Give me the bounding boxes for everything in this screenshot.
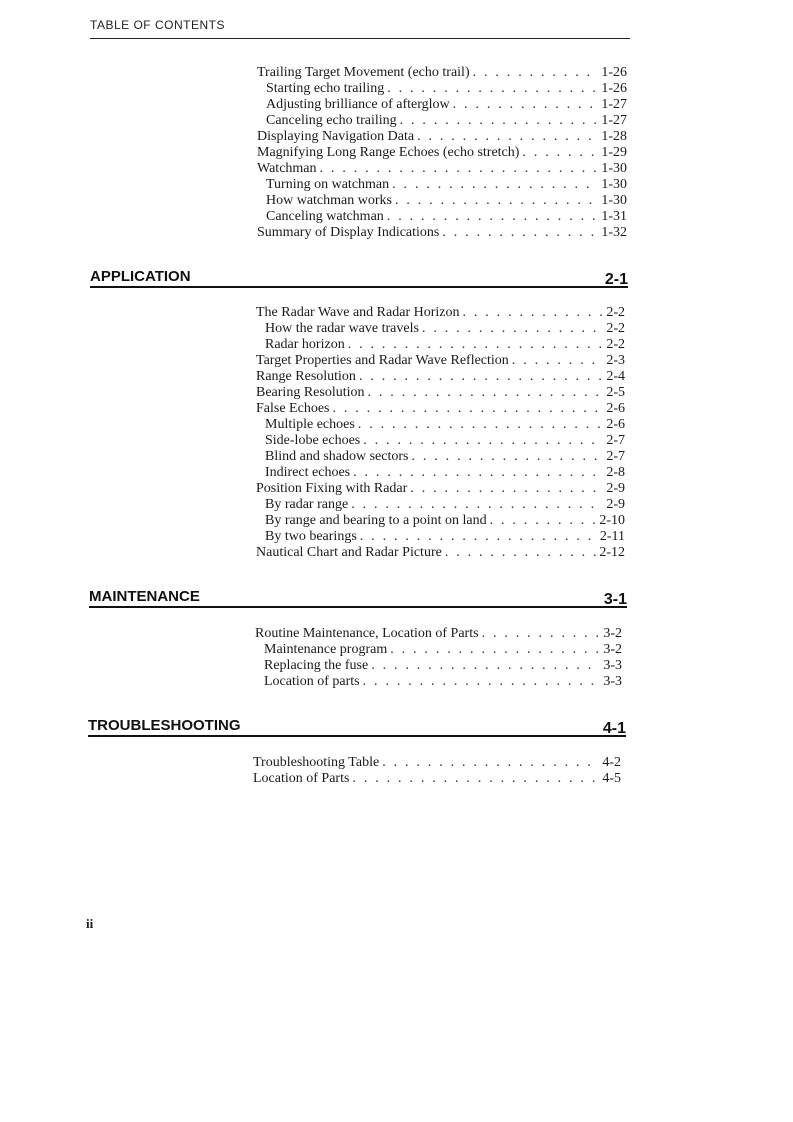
dot-leader xyxy=(512,353,604,369)
dot-leader xyxy=(445,545,597,561)
toc-subentry[interactable]: Canceling echo trailing . . . 1-27 xyxy=(257,113,627,129)
dot-leader xyxy=(473,65,599,81)
chapter-heading-application[interactable] xyxy=(90,267,628,288)
toc-entry[interactable]: Nautical Chart and Radar Picture . . . 2-12 xyxy=(256,545,625,561)
chapter-page: 3-1 xyxy=(603,591,627,608)
toc-entry[interactable]: Location of Parts . . . 4-5 xyxy=(253,771,621,787)
dot-leader xyxy=(351,497,603,513)
dot-leader xyxy=(411,449,603,465)
chapter-heading-maintenance[interactable] xyxy=(89,587,627,608)
chapter-title: APPLICATION xyxy=(90,268,191,285)
dot-leader xyxy=(320,161,599,177)
toc-entry[interactable]: False Echoes . . . 2-6 xyxy=(256,401,625,417)
toc-subentry[interactable]: How the radar wave travels . . . 2-2 xyxy=(256,321,625,337)
dot-leader xyxy=(442,225,598,241)
dot-leader xyxy=(371,658,600,674)
toc-block-troubleshooting xyxy=(253,755,621,787)
dot-leader xyxy=(363,433,603,449)
dot-leader xyxy=(387,81,598,97)
toc-block-continued xyxy=(257,65,627,241)
toc-subentry[interactable]: By range and bearing to a point on land . . . 2-10 xyxy=(256,513,625,529)
toc-entry[interactable]: Troubleshooting Table . . . 4-2 xyxy=(253,755,621,771)
dot-leader xyxy=(392,177,598,193)
toc-entry[interactable]: Position Fixing with Radar . . . 2-9 xyxy=(256,481,625,497)
dot-leader xyxy=(387,209,599,225)
chapter-page: 4-1 xyxy=(602,720,626,737)
chapter-title: MAINTENANCE xyxy=(89,588,200,605)
running-head: TABLE OF CONTENTS xyxy=(90,18,225,32)
toc-entry[interactable]: Displaying Navigation Data . . . 1-28 xyxy=(257,129,627,145)
toc-subentry[interactable]: Blind and shadow sectors . . . 2-7 xyxy=(256,449,625,465)
toc-entry[interactable]: Magnifying Long Range Echoes (echo stretch) . . . 1-29 xyxy=(257,145,627,161)
toc-entry[interactable]: Watchman . . . 1-30 xyxy=(257,161,627,177)
toc-subentry[interactable]: Starting echo trailing . . . 1-26 xyxy=(257,81,627,97)
toc-block-maintenance xyxy=(255,626,622,690)
dot-leader xyxy=(462,305,603,321)
dot-leader xyxy=(490,513,597,529)
toc-subentry[interactable]: Location of parts . . . 3-3 xyxy=(255,674,622,690)
toc-subentry[interactable]: Adjusting brilliance of afterglow . . . 1-27 xyxy=(257,97,627,113)
dot-leader xyxy=(358,417,604,433)
chapter-page: 2-1 xyxy=(604,271,628,288)
toc-entry[interactable]: Routine Maintenance, Location of Parts . . . 3-2 xyxy=(255,626,622,642)
toc-subentry[interactable]: How watchman works . . . 1-30 xyxy=(257,193,627,209)
toc-subentry[interactable]: By radar range . . . 2-9 xyxy=(256,497,625,513)
dot-leader xyxy=(400,113,599,129)
header-rule xyxy=(90,38,630,39)
toc-entry[interactable]: Summary of Display Indications . . . 1-32 xyxy=(257,225,627,241)
dot-leader xyxy=(360,529,597,545)
dot-leader xyxy=(348,337,604,353)
dot-leader xyxy=(417,129,598,145)
toc-subentry[interactable]: Maintenance program . . . 3-2 xyxy=(255,642,622,658)
toc-subentry[interactable]: Radar horizon . . . 2-2 xyxy=(256,337,625,353)
chapter-heading-troubleshooting[interactable] xyxy=(88,716,626,737)
toc-subentry[interactable]: Canceling watchman . . . 1-31 xyxy=(257,209,627,225)
toc-subentry[interactable]: Side-lobe echoes . . . 2-7 xyxy=(256,433,625,449)
dot-leader xyxy=(332,401,603,417)
toc-entry[interactable]: Trailing Target Movement (echo trail) . . . 1-26 xyxy=(257,65,627,81)
toc-entry[interactable]: Target Properties and Radar Wave Reflection . . . 2-3 xyxy=(256,353,625,369)
toc-entry[interactable]: Range Resolution . . . 2-4 xyxy=(256,369,625,385)
dot-leader xyxy=(522,145,598,161)
dot-leader xyxy=(482,626,601,642)
dot-leader xyxy=(368,385,604,401)
chapter-title: TROUBLESHOOTING xyxy=(88,717,241,734)
dot-leader xyxy=(359,369,603,385)
dot-leader xyxy=(453,97,599,113)
toc-subentry[interactable]: Replacing the fuse . . . 3-3 xyxy=(255,658,622,674)
toc-subentry[interactable]: Multiple echoes . . . 2-6 xyxy=(256,417,625,433)
page-number: ii xyxy=(86,916,94,931)
toc-block-application xyxy=(256,305,625,561)
toc-subentry[interactable]: By two bearings . . . 2-11 xyxy=(256,529,625,545)
dot-leader xyxy=(395,193,598,209)
dot-leader xyxy=(410,481,603,497)
toc-subentry[interactable]: Turning on watchman . . . 1-30 xyxy=(257,177,627,193)
dot-leader xyxy=(422,321,603,337)
toc-entry[interactable]: The Radar Wave and Radar Horizon . . . 2-2 xyxy=(256,305,625,321)
toc-entry[interactable]: Bearing Resolution . . . 2-5 xyxy=(256,385,625,401)
dot-leader xyxy=(353,465,603,481)
dot-leader xyxy=(382,755,599,771)
dot-leader xyxy=(390,642,600,658)
toc-subentry[interactable]: Indirect echoes . . . 2-8 xyxy=(256,465,625,481)
dot-leader xyxy=(363,674,601,690)
dot-leader xyxy=(352,771,599,787)
